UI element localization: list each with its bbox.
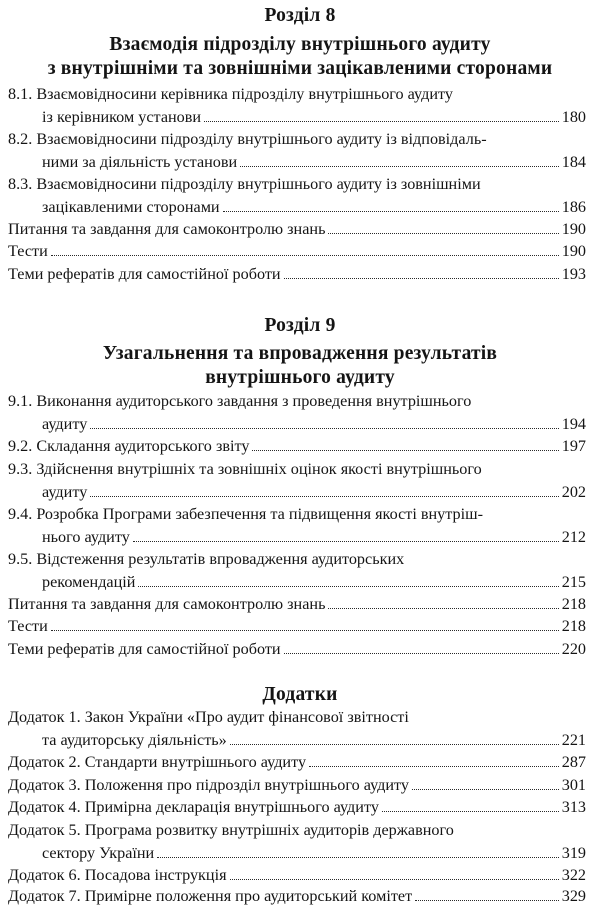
entry-text: ними за діяльність установи bbox=[42, 152, 238, 171]
page-number: 221 bbox=[561, 730, 586, 749]
page-number: 215 bbox=[561, 572, 586, 591]
dot-leader bbox=[412, 774, 559, 790]
page-number: 186 bbox=[561, 197, 586, 216]
entry-text: 9.2. Складання аудиторського звіту bbox=[8, 437, 250, 455]
page-number: 301 bbox=[561, 776, 586, 794]
toc-entry[interactable] bbox=[8, 593, 586, 616]
entry-text: 9.4. Розробка Програми забезпечення та підвищення якості внутріш- bbox=[8, 505, 483, 523]
page-number: 319 bbox=[561, 843, 586, 862]
toc-entry[interactable] bbox=[8, 864, 586, 887]
entry-text: Додаток 6. Посадова інструкція bbox=[8, 866, 227, 884]
entry-text: 8.2. Взаємовідносини підрозділу внутрішнього аудиту із відповідаль- bbox=[8, 130, 487, 148]
dot-leader bbox=[415, 885, 559, 901]
dot-leader bbox=[252, 435, 558, 451]
dot-leader bbox=[51, 615, 559, 631]
toc-entry[interactable] bbox=[8, 706, 586, 751]
toc-entry[interactable] bbox=[8, 796, 586, 819]
entry-text: 8.1. Взаємовідносини керівника підрозділу внутрішнього аудиту bbox=[8, 85, 453, 103]
page-number: 322 bbox=[561, 866, 586, 884]
entry-text: та аудиторську діяльність» bbox=[42, 730, 227, 749]
dot-leader bbox=[204, 106, 559, 122]
dot-leader bbox=[240, 151, 559, 167]
entry-text: Додаток 4. Примірна декларація внутрішнього аудиту bbox=[8, 798, 379, 816]
page-number: 313 bbox=[561, 798, 586, 816]
section-title-line: Узагальнення та впровадження результатів bbox=[102, 343, 498, 364]
toc-entry[interactable] bbox=[8, 503, 586, 548]
page-number: 190 bbox=[561, 220, 586, 238]
entry-text: Питання та завдання для самоконтролю знань bbox=[8, 220, 326, 238]
toc-entry[interactable] bbox=[8, 458, 586, 503]
entry-text: 9.1. Виконання аудиторського завдання з проведення внутрішнього bbox=[8, 392, 472, 410]
dot-leader bbox=[328, 593, 558, 609]
section-heading: Розділ 8 bbox=[264, 5, 336, 26]
page-number: 184 bbox=[561, 152, 586, 171]
toc-entry[interactable] bbox=[8, 819, 586, 864]
page-number: 212 bbox=[561, 527, 586, 546]
entry-text: Додаток 2. Стандарти внутрішнього аудиту bbox=[8, 753, 307, 771]
page-number: 194 bbox=[561, 414, 586, 433]
page-number: 193 bbox=[561, 265, 586, 283]
toc-entry[interactable] bbox=[8, 240, 586, 263]
toc-entry[interactable] bbox=[8, 173, 586, 218]
entry-text: Тести bbox=[8, 242, 48, 260]
toc-entry[interactable] bbox=[8, 774, 586, 797]
toc-entry[interactable] bbox=[8, 638, 586, 661]
page-number: 287 bbox=[561, 753, 586, 771]
dot-leader bbox=[309, 751, 559, 767]
entry-text: Додаток 3. Положення про підрозділ внутрішнього аудиту bbox=[8, 776, 410, 794]
dot-leader bbox=[223, 196, 559, 212]
dot-leader bbox=[284, 263, 559, 279]
dot-leader bbox=[230, 729, 559, 745]
entry-text: 8.3. Взаємовідносини підрозділу внутрішнього аудиту із зовнішніми bbox=[8, 175, 481, 193]
entry-text: Додаток 5. Програма розвитку внутрішніх аудиторів державного bbox=[8, 821, 454, 839]
entry-text: сектору України bbox=[42, 843, 155, 862]
page-number: 218 bbox=[561, 617, 586, 635]
section-heading: Розділ 9 bbox=[264, 315, 336, 336]
entry-text: Додаток 1. Закон України «Про аудит фінансової звітності bbox=[8, 708, 409, 726]
section-title-line: з внутрішніми та зовнішніми зацікавленими сторонами bbox=[47, 58, 553, 79]
page-number: 190 bbox=[561, 242, 586, 260]
dot-leader bbox=[51, 240, 559, 256]
entry-text: 9.3. Здійснення внутрішніх та зовнішніх оцінок якості внутрішнього bbox=[8, 460, 482, 478]
toc-entry[interactable] bbox=[8, 885, 586, 908]
page-number: 180 bbox=[561, 107, 586, 126]
section-title-line: внутрішнього аудиту bbox=[205, 367, 395, 388]
entry-text: Теми рефератів для самостійної роботи bbox=[8, 640, 281, 658]
entry-text: із керівником установи bbox=[42, 107, 202, 126]
dot-leader bbox=[382, 796, 559, 812]
dot-leader bbox=[157, 842, 559, 858]
entry-text: 9.5. Відстеження результатів впровадження аудиторських bbox=[8, 550, 405, 568]
toc-entry[interactable] bbox=[8, 615, 586, 638]
dot-leader bbox=[328, 218, 558, 234]
dot-leader bbox=[90, 413, 558, 429]
dot-leader bbox=[284, 638, 559, 654]
page-number: 202 bbox=[561, 482, 586, 501]
page-number: 197 bbox=[561, 437, 586, 455]
page-number: 220 bbox=[561, 640, 586, 658]
page-number: 218 bbox=[561, 595, 586, 613]
entry-text: Додаток 7. Примірне положення про аудиторський комітет bbox=[8, 887, 413, 905]
entry-text: Теми рефератів для самостійної роботи bbox=[8, 265, 281, 283]
dot-leader bbox=[138, 571, 558, 587]
toc-entry[interactable] bbox=[8, 83, 586, 128]
toc-entry[interactable] bbox=[8, 218, 586, 241]
entry-text: аудиту bbox=[42, 414, 88, 433]
toc-entry[interactable] bbox=[8, 435, 586, 458]
toc-entry[interactable] bbox=[8, 390, 586, 435]
entry-text: аудиту bbox=[42, 482, 88, 501]
toc-entry[interactable] bbox=[8, 128, 586, 173]
dot-leader bbox=[133, 526, 559, 542]
page-number: 329 bbox=[561, 887, 586, 905]
toc-entry[interactable] bbox=[8, 751, 586, 774]
dot-leader bbox=[90, 481, 558, 497]
entry-text: зацікавленими сторонами bbox=[42, 197, 220, 216]
entry-text: Тести bbox=[8, 617, 48, 635]
dot-leader bbox=[230, 864, 559, 880]
section-title-line: Взаємодія підрозділу внутрішнього аудиту bbox=[109, 34, 491, 55]
entry-text: нього аудиту bbox=[42, 527, 130, 546]
entry-text: Питання та завдання для самоконтролю знань bbox=[8, 595, 326, 613]
toc-entry[interactable] bbox=[8, 548, 586, 593]
entry-text: рекомендацій bbox=[42, 572, 136, 591]
toc-entry[interactable] bbox=[8, 263, 586, 286]
section-heading: Додатки bbox=[262, 684, 338, 705]
